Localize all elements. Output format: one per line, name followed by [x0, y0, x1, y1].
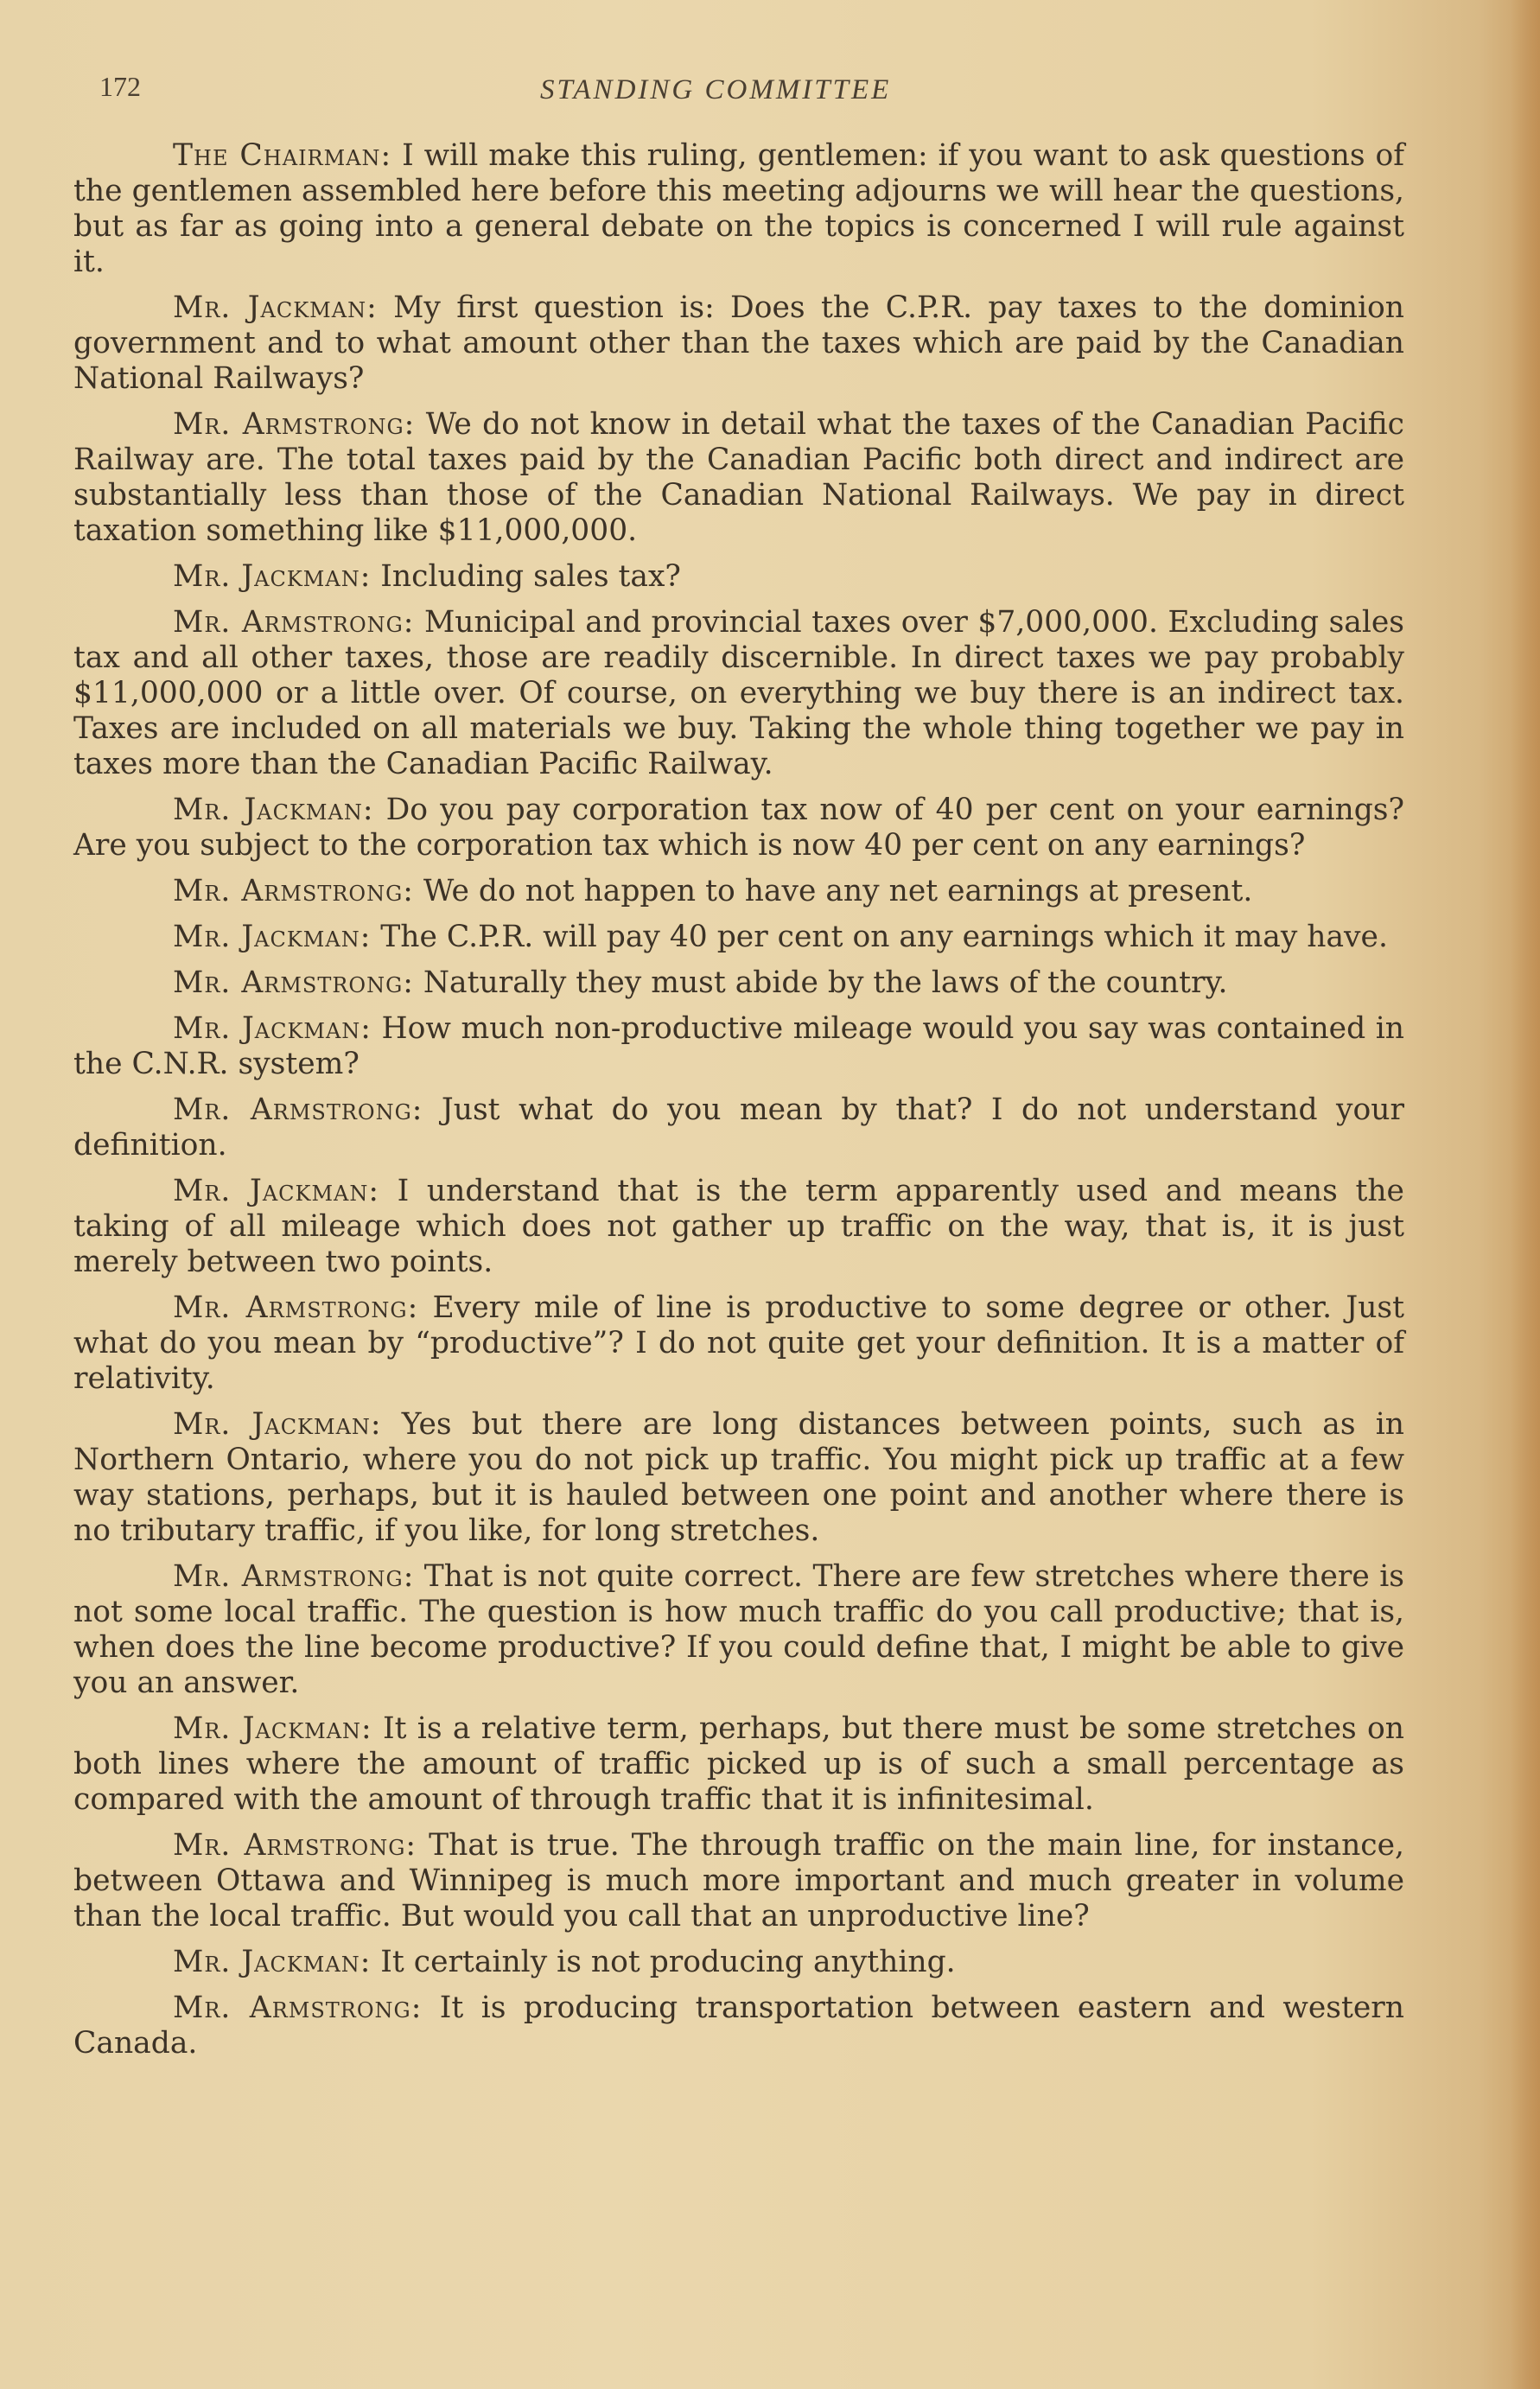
speaker-name: Mr. Jackman: — [173, 920, 372, 954]
page-header — [0, 71, 1540, 123]
paragraph-text: The C.P.R. will pay 40 per cent on any earnings which it may have. — [380, 920, 1388, 954]
paragraph-text: I will make this ruling, gentlemen: if you want to ask questions of the gentlemen assembled here before this meeting adjourns we will hear the questions, but as far as going into a general debate on the topics is concerned I will rule against it. — [73, 138, 1405, 279]
paragraph — [73, 407, 1404, 549]
speaker-name: Mr. Jackman: — [173, 1711, 372, 1746]
speaker-name: Mr. Jackman: — [173, 1174, 379, 1208]
page-edge-shading — [1511, 0, 1540, 2389]
paragraph — [73, 1174, 1404, 1280]
paragraph — [73, 965, 1404, 1001]
paragraph-text: We do not happen to have any net earnings at present. — [423, 874, 1253, 908]
paragraph — [73, 1711, 1404, 1818]
paragraph-text: We do not know in detail what the taxes of the Canadian Pacific Railway are. The total taxes paid by the Canadian Pacific both direct and indirect are substantially less than those of the Canadian National Railways. We pay in direct taxation something like $11,000,000. — [73, 407, 1405, 548]
paragraph — [73, 1290, 1404, 1397]
paragraph-text: Including sales tax? — [380, 559, 681, 594]
paragraph — [73, 920, 1404, 955]
paragraph — [73, 290, 1404, 397]
paragraph-text: It is producing transportation between eastern and western Canada. — [73, 1991, 1404, 2061]
paragraph-text: How much non-productive mileage would you say was contained in the C.N.R. system? — [73, 1011, 1404, 1081]
paragraph — [73, 1828, 1404, 1934]
speaker-name: Mr. Armstrong: — [173, 407, 416, 442]
paragraph — [73, 874, 1404, 909]
speaker-name: Mr. Armstrong: — [173, 605, 415, 640]
page-number: 172 — [99, 71, 141, 102]
speaker-name: The Chairman: — [173, 138, 392, 173]
speaker-name: Mr. Jackman: — [173, 1407, 382, 1442]
running-head: STANDING COMMITTEE — [540, 74, 892, 105]
speaker-name: Mr. Armstrong: — [173, 965, 414, 1000]
paragraph — [73, 1991, 1404, 2061]
paragraph-text: Just what do you mean by that? I do not understand your definition. — [73, 1093, 1404, 1163]
speaker-name: Mr. Jackman: — [173, 1011, 372, 1046]
speaker-name: Mr. Armstrong: — [173, 1093, 423, 1127]
paragraph-text: It certainly is not producing anything. — [380, 1945, 956, 1979]
speaker-name: Mr. Jackman: — [173, 1945, 372, 1979]
paragraph-text: Naturally they must abide by the laws of the country. — [423, 965, 1228, 1000]
speaker-name: Mr. Armstrong: — [173, 1828, 417, 1863]
paragraph — [73, 605, 1404, 782]
transcript-body — [73, 138, 1404, 2072]
speaker-name: Mr. Armstrong: — [173, 1991, 423, 2025]
paragraph — [73, 1407, 1404, 1549]
paragraph-text: Every mile of line is productive to some degree or other. Just what do you mean by “productive”? I do not quite get your definition. It is a matter of relativity. — [73, 1290, 1404, 1396]
paragraph — [73, 1011, 1404, 1082]
paragraph-text: It is a relative term, perhaps, but there must be some stretches on both lines where the amount of traffic picked up is of such a small percentage as compared with the amount of through traffic that it is infinitesimal. — [73, 1711, 1404, 1817]
paragraph-text: That is true. The through traffic on the main line, for instance, between Ottawa and Winnipeg is much more important and much greater in volume than the local traffic. But would you call that an unproductive line? — [73, 1828, 1404, 1933]
paragraph — [73, 1093, 1404, 1163]
speaker-name: Mr. Armstrong: — [173, 1290, 419, 1325]
paragraph-text: My first question is: Does the C.P.R. pay taxes to the dominion government and to what amount other than the taxes which are paid by the Canadian National Railways? — [73, 290, 1404, 396]
paragraph — [73, 793, 1404, 863]
paragraph-text: Do you pay corporation tax now of 40 per cent on your earnings? Are you subject to the corporation tax which is now 40 per cent on any earnings? — [73, 793, 1404, 863]
speaker-name: Mr. Armstrong: — [173, 1559, 415, 1594]
paragraph-text: Municipal and provincial taxes over $7,000,000. Excluding sales tax and all other taxes, those are readily discernible. In direct taxes we pay probably $11,000,000 or a little over. Of course, on everything we buy there is an indirect tax. Taxes are included on all materials we buy. Taking the whole thing together we pay in taxes more than the Canadian Pacific Railway. — [73, 605, 1404, 781]
paragraph-text: I understand that is the term apparently used and means the taking of all mileage which does not gather up traffic on the way, that is, it is just merely between two points. — [73, 1174, 1404, 1279]
paragraph — [73, 559, 1404, 595]
speaker-name: Mr. Jackman: — [173, 793, 374, 827]
paragraph-text: Yes but there are long distances between points, such as in Northern Ontario, where you do not pick up traffic. You might pick up traffic at a few way stations, perhaps, but it is hauled between one point and another where there is no tributary traffic, if you like, for long stretches. — [73, 1407, 1405, 1548]
speaker-name: Mr. Armstrong: — [173, 874, 414, 908]
paragraph — [73, 1945, 1404, 1980]
speaker-name: Mr. Jackman: — [173, 290, 378, 325]
paragraph — [73, 138, 1404, 280]
paragraph — [73, 1559, 1404, 1701]
speaker-name: Mr. Jackman: — [173, 559, 372, 594]
paragraph-text: That is not quite correct. There are few stretches where there is not some local traffic. The question is how much traffic do you call productive; that is, when does the line become productive? If you could define that, I might be able to give you an answer. — [73, 1559, 1404, 1700]
